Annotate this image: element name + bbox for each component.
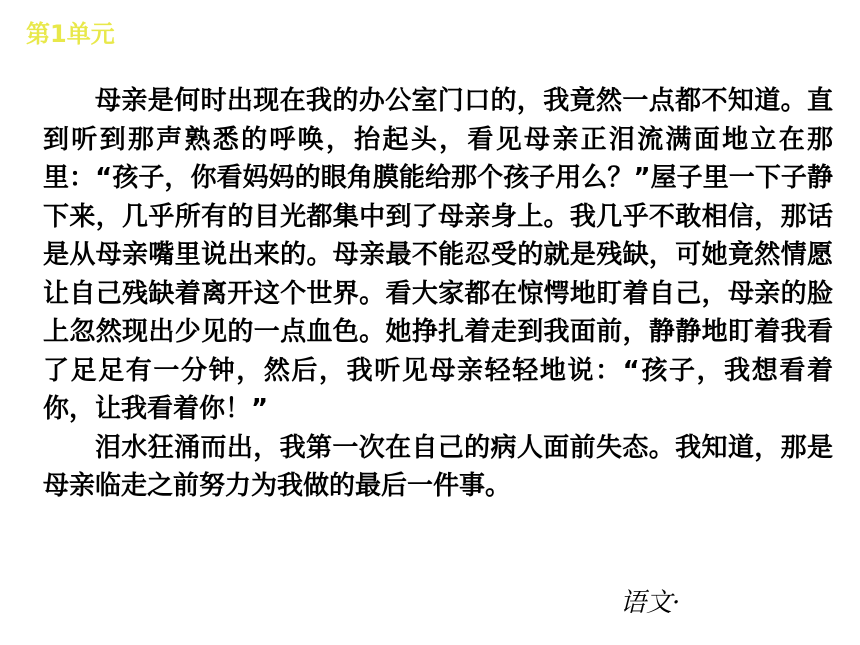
- paragraph-2: 泪水狂涌而出，我第一次在自己的病人面前失态。我知道，那是母亲临走之前努力为我做的最后一件事。: [43, 432, 833, 501]
- article-body: [43, 82, 833, 506]
- paragraph-1: 母亲是何时出现在我的办公室门口的，我竟然一点都不知道。直到听到那声熟悉的呼唤，抬起头，看见母亲正泪流满面地立在那里：“孩子，你看妈妈的眼角膜能给那个孩子用么？”屋子里一下子静下来，几乎所有的目光都集中到了母亲身上。我几乎不敢相信，那话是从母亲嘴里说出来的。母亲最不能忍受的就是残缺，可她竟然情愿让自己残缺着离开这个世界。看大家都在惊愕地盯着自己，母亲的脸上忽然现出少见的一点血色。她挣扎着走到我面前，静静地盯着我看了足足有一分钟，然后，我听见母亲轻轻地说：“孩子，我想看着你，让我看着你！”: [43, 86, 833, 424]
- subject-footer: 语文·: [620, 588, 681, 618]
- unit-label: 第1单元: [26, 20, 115, 48]
